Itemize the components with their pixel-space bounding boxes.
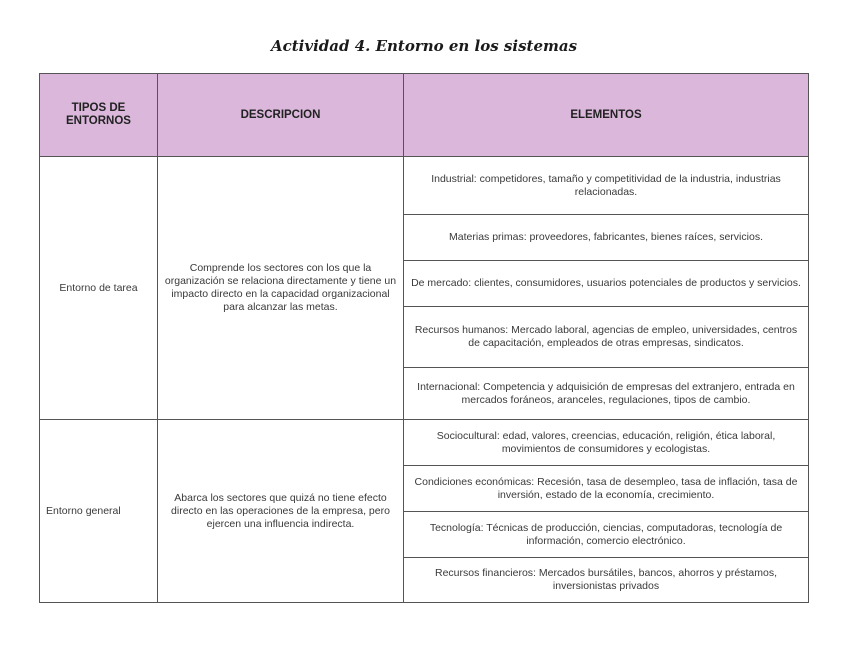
environment-type-general: Entorno general [40, 420, 158, 603]
header-types [40, 74, 158, 157]
document-title: Actividad 4. Entorno en los sistemas [270, 37, 578, 55]
environment-table [39, 73, 809, 603]
header-elements-label: ELEMENTOS [570, 108, 642, 121]
element-financial-resources: Recursos financieros: Mercados bursátiles, bancos, ahorros y préstamos, inversionistas privados [404, 558, 809, 603]
header-elements [404, 74, 809, 157]
element-raw-materials: Materias primas: proveedores, fabricantes, bienes raíces, servicios. [404, 215, 809, 261]
header-types-label: TIPOS DE ENTORNOS [66, 102, 131, 127]
header-description-label: DESCRIPCION [240, 108, 321, 121]
header-description [158, 74, 404, 157]
table-header-row [40, 74, 809, 157]
element-human-resources: Recursos humanos: Mercado laboral, agencias de empleo, universidades, centros de capacitación, empleados de otras empresas, sindicatos. [404, 307, 809, 368]
table-row [40, 420, 809, 466]
environment-description-task: Comprende los sectores con los que la organización se relaciona directamente y tiene un impacto directo en la capacidad organizacional para alcanzar las metas. [158, 157, 404, 420]
table-row [40, 157, 809, 215]
environment-type-task: Entorno de tarea [40, 157, 158, 420]
element-industrial: Industrial: competidores, tamaño y competitividad de la industria, industrias relacionadas. [404, 157, 809, 215]
element-international: Internacional: Competencia y adquisición de empresas del extranjero, entrada en mercados foráneos, aranceles, regulaciones, tipos de cambio. [404, 368, 809, 420]
element-technology: Tecnología: Técnicas de producción, ciencias, computadoras, tecnología de información, comercio electrónico. [404, 512, 809, 558]
environment-description-general: Abarca los sectores que quizá no tiene efecto directo en las operaciones de la empresa, pero ejercen una influencia indirecta. [158, 420, 404, 603]
element-economic-conditions: Condiciones económicas: Recesión, tasa de desempleo, tasa de inflación, tasa de inversión, estado de la economía, crecimiento. [404, 466, 809, 512]
element-market: De mercado: clientes, consumidores, usuarios potenciales de productos y servicios. [404, 261, 809, 307]
element-sociocultural: Sociocultural: edad, valores, creencias, educación, religión, ética laboral, movimientos de consumidores y ecologistas. [404, 420, 809, 466]
